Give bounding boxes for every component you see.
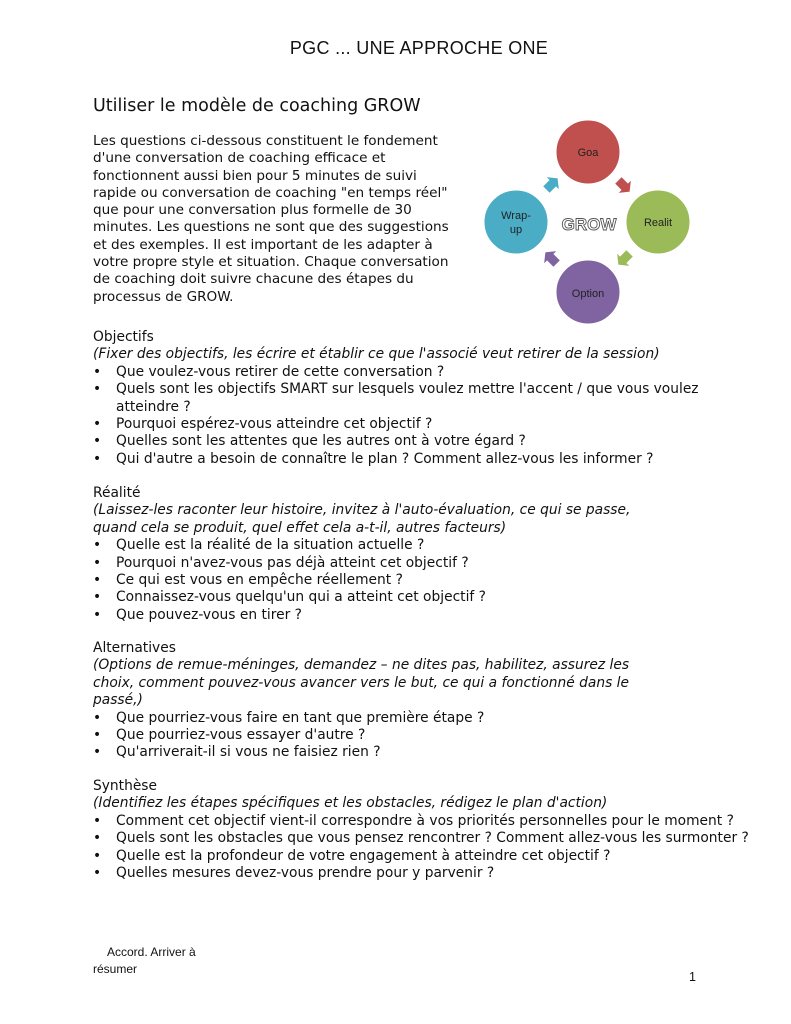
list-item: • Quelles sont les attentes que les autres ont à votre égard ? — [93, 433, 526, 450]
list-item: • Qui d'autre a besoin de connaître le plan ? Comment allez-vous les informer ? — [93, 450, 654, 467]
list-item: • Quelle est la réalité de la situation actuelle ? — [93, 537, 425, 554]
list-item: • Quelle est la profondeur de votre engagement à atteindre cet objectif ? — [93, 847, 611, 864]
list-item: • Que voulez-vous retirer de cette conversation ? — [93, 363, 445, 380]
section-title: Objectifs — [93, 329, 154, 345]
reality-label: Realit — [643, 217, 673, 229]
section-title: Alternatives — [93, 640, 176, 656]
section-subtitle: (Identifiez les étapes spécifiques et les obstacles, rédigez le plan d'action) — [93, 795, 608, 812]
wrapup-node — [483, 189, 549, 255]
section-subtitle: (Fixer des objectifs, les écrire et établir ce que l'associé veut retirer de la session) — [93, 346, 660, 363]
list-item: • Connaissez-vous quelqu'un qui a atteint cet objectif ? — [93, 589, 486, 606]
list-item: • Ce qui est vous en empêche réellement ? — [93, 572, 403, 589]
list-item: • Que pouvez-vous en tirer ? — [93, 606, 302, 623]
intro-paragraph: Les questions ci-dessous constituent le fondement d'une conversation de coaching efficace et fonctionnent aussi bien pour 5 minutes de suivi rapide ou conversation de coaching "en temps réel" que pour une conversation plus formelle de 30 minutes. Les questions ne sont que des suggestions et des exemples. Il est important de les adapter à votre propre style et situation. Chaque conversation de coaching doit suivre chacune des étapes du processus de GROW. — [93, 133, 449, 305]
wrapup-label-1: Wrap- — [501, 210, 531, 222]
grow-diagram — [476, 112, 701, 334]
bullet-list — [93, 710, 783, 762]
grow-center-label: GROW — [561, 215, 617, 234]
list-item: • Pourquoi espérez-vous atteindre cet objectif ? — [93, 416, 433, 433]
list-item: • Pourquoi n'avez-vous pas déjà atteint cet objectif ? — [93, 554, 469, 571]
arrow-goal-reality-icon — [611, 173, 637, 199]
section-title: Réalité — [93, 485, 141, 501]
section-realite — [93, 485, 783, 624]
footer-note: Accord. Arriver à résumer — [93, 945, 196, 976]
bullet-list — [93, 813, 783, 883]
page-number: 1 — [689, 970, 696, 984]
option-label: Option — [571, 288, 605, 300]
list-item: • Que pourriez-vous essayer d'autre ? — [93, 727, 366, 744]
section-subtitle: (Options de remue-méninges, demandez – ne dites pas, habilitez, assurez les choix, comment pouvez-vous avancer vers le but, ce qui a fonctionné dans le passé,) — [93, 657, 630, 709]
section-title: Synthèse — [93, 778, 157, 794]
list-item: • Comment cet objectif vient-il correspondre à vos priorités personnelles pour le moment ? — [93, 812, 734, 829]
goal-label: Goa — [577, 147, 599, 159]
wrapup-label-2: up — [509, 224, 523, 236]
list-item: • Quelles mesures devez-vous prendre pour y parvenir ? — [93, 865, 495, 882]
list-item: • Qu'arriverait-il si vous ne faisiez rien ? — [93, 744, 381, 761]
bullet-list — [93, 537, 783, 624]
section-objectifs — [93, 329, 783, 468]
list-item: • Quels sont les obstacles que vous pensez rencontrer ? Comment allez-vous les surmonter ? — [93, 830, 749, 847]
arrow-reality-option-icon — [611, 246, 637, 272]
list-item: • Quels sont les objectifs SMART sur lesquels voulez mettre l'accent / que vous voulez atteindre ? — [93, 381, 699, 415]
list-item: • Que pourriez-vous faire en tant que première étape ? — [93, 709, 485, 726]
section-synthese — [93, 778, 783, 882]
bullet-list — [93, 364, 783, 468]
section-subtitle: (Laissez-les raconter leur histoire, invitez à l'auto-évaluation, ce qui se passe, quand cela se produit, quel effet cela a-t-il, autres facteurs) — [93, 502, 631, 536]
arrow-option-wrapup-icon — [538, 245, 564, 271]
page-title: Utiliser le modèle de coaching GROW — [93, 96, 421, 116]
section-alternatives — [93, 640, 783, 762]
page-header: PGC ... UNE APPROCHE ONE — [289, 38, 549, 58]
arrow-wrapup-goal-icon — [539, 171, 565, 197]
